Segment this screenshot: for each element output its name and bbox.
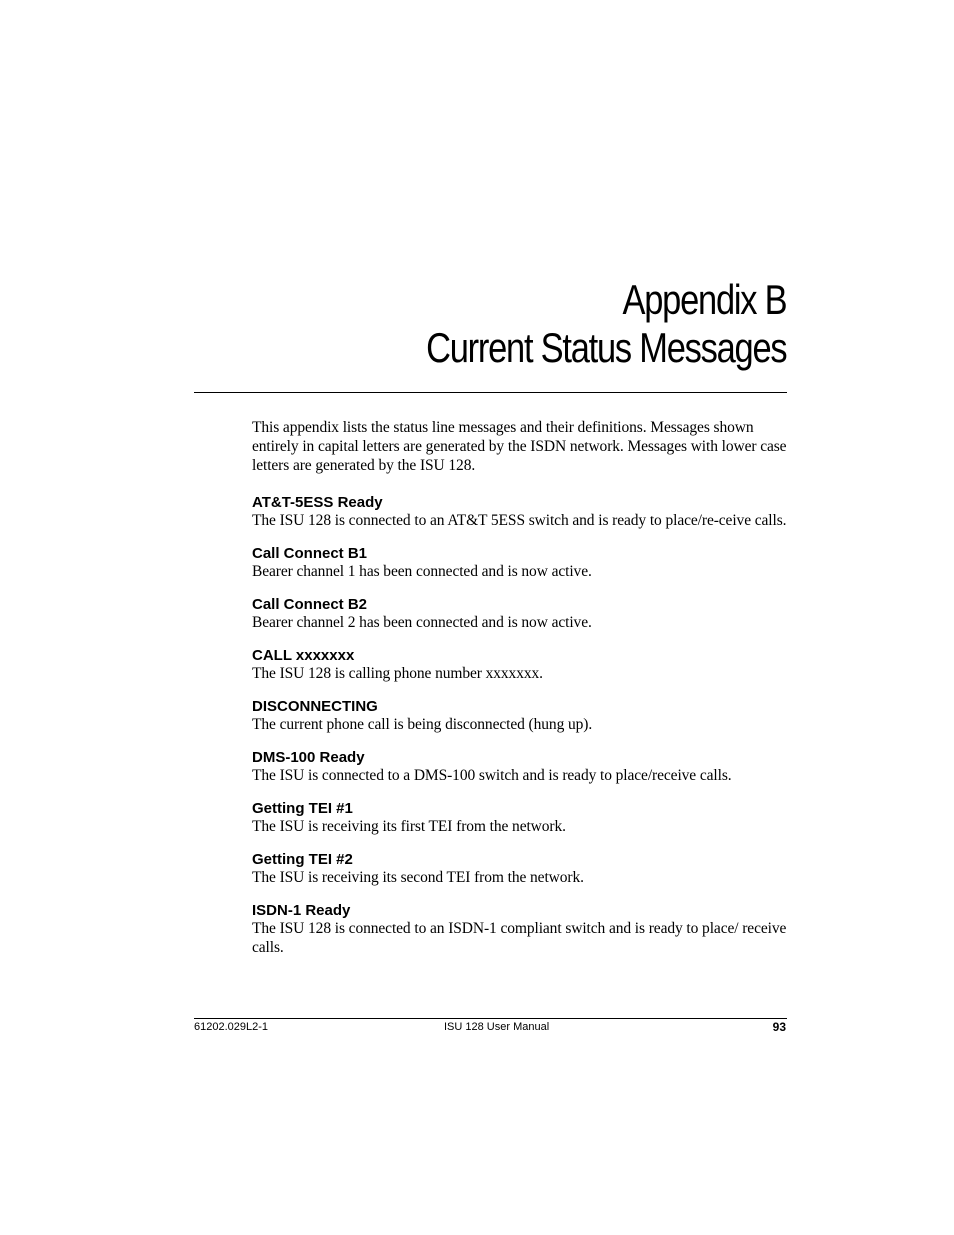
message-description: Bearer channel 1 has been connected and is now active.: [252, 563, 592, 580]
message-entry: [252, 596, 792, 632]
message-heading: Call Connect B1: [252, 545, 368, 562]
message-entry: [252, 902, 792, 957]
message-entry: [252, 851, 792, 887]
message-description: The ISU is connected to a DMS-100 switch and is ready to place/receive calls.: [252, 767, 732, 784]
footer-manual-title: ISU 128 User Manual: [444, 1021, 550, 1033]
message-description: The current phone call is being disconnected (hung up).: [252, 716, 593, 733]
title-line-appendix: Appendix B: [622, 276, 786, 323]
message-heading: DMS-100 Ready: [252, 749, 365, 766]
message-entry: [252, 698, 792, 734]
footer-divider: [194, 1018, 787, 1019]
message-description: Bearer channel 2 has been connected and is now active.: [252, 614, 592, 631]
message-heading: CALL xxxxxxx: [252, 647, 355, 664]
message-entry: [252, 800, 792, 836]
message-heading: ISDN-1 Ready: [252, 902, 351, 919]
message-heading: AT&T-5ESS Ready: [252, 494, 383, 511]
message-heading: Getting TEI #1: [252, 800, 353, 817]
message-heading: Call Connect B2: [252, 596, 368, 613]
message-heading: DISCONNECTING: [252, 698, 378, 715]
message-description: The ISU is receiving its second TEI from the network.: [252, 869, 584, 886]
footer-doc-number: 61202.029L2-1: [194, 1021, 269, 1033]
message-entry: [252, 545, 792, 581]
message-description: The ISU is receiving its first TEI from the network.: [252, 818, 566, 835]
title-divider: [194, 392, 787, 393]
message-description: The ISU 128 is connected to an AT&T 5ESS switch and is ready to place/re-ceive calls.: [252, 512, 787, 529]
message-heading: Getting TEI #2: [252, 851, 353, 868]
appendix-body: [252, 418, 792, 972]
intro-paragraph: This appendix lists the status line messages and their definitions. Messages shown entirely in capital letters are generated by the ISDN network. Messages with lower case letters are generated by the ISU 128.: [252, 419, 787, 474]
footer-page-number: 93: [772, 1020, 786, 1034]
page-title: [426, 276, 786, 372]
title-line-subject: Current Status Messages: [425, 324, 786, 371]
message-entry: [252, 494, 792, 530]
message-entry: [252, 749, 792, 785]
message-description: The ISU 128 is calling phone number xxxxxxx.: [252, 665, 543, 682]
message-description: The ISU 128 is connected to an ISDN-1 compliant switch and is ready to place/ receive calls.: [252, 920, 787, 956]
message-entry: [252, 647, 792, 683]
